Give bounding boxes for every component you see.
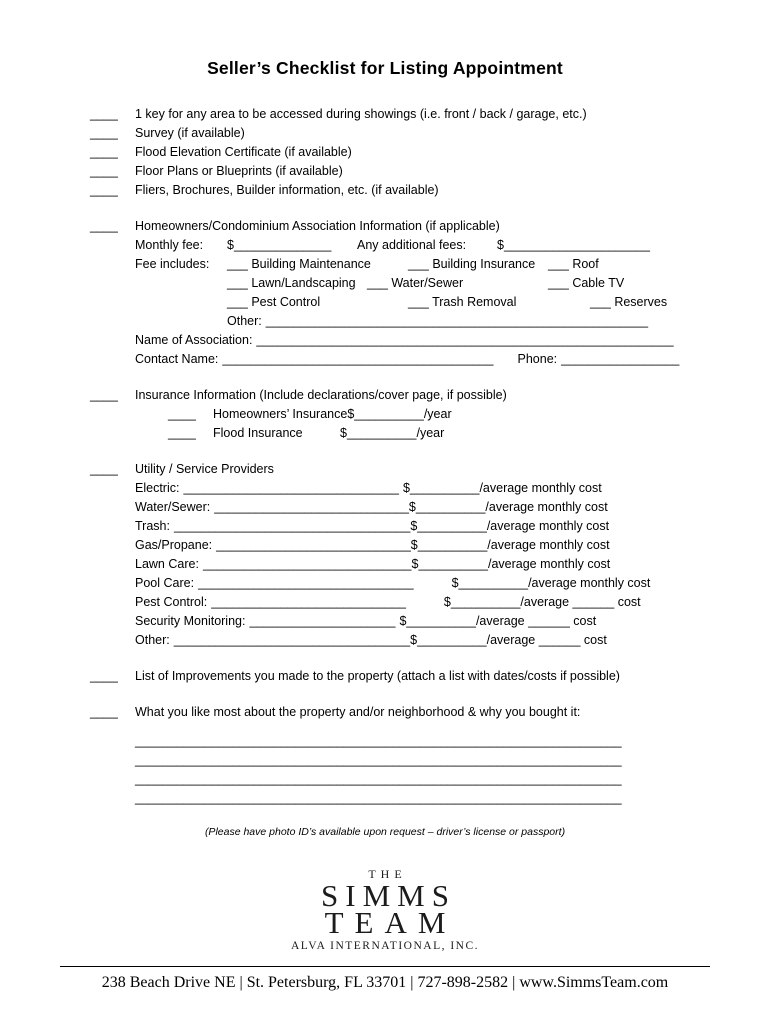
fee-option[interactable]: ___ Water/Sewer xyxy=(367,276,464,290)
utility-label: Pest Control: xyxy=(135,595,208,609)
utility-amount-blank[interactable]: $__________ xyxy=(402,481,480,495)
insurance-row xyxy=(60,424,710,443)
fee-includes-label: Fee includes: xyxy=(135,257,210,271)
check-blank[interactable]: ____ xyxy=(90,183,118,197)
utility-label: Water/Sewer: xyxy=(135,500,211,514)
photo-id-note: (Please have photo ID’s available upon request – driver’s license or passport) xyxy=(204,826,566,838)
hoa-heading-row xyxy=(60,217,710,236)
fee-option[interactable]: ___ Reserves xyxy=(590,295,668,309)
utilities-heading: Utility / Service Providers xyxy=(135,462,274,476)
checklist-item xyxy=(60,162,710,181)
fee-includes-row xyxy=(60,255,710,274)
utility-row xyxy=(60,498,710,517)
monthly-fee-row xyxy=(60,236,710,255)
utility-suffix: /average monthly cost xyxy=(528,576,651,590)
association-row xyxy=(60,331,710,350)
contact-name-blank[interactable]: _______________________________________ xyxy=(222,352,494,366)
insurance-unit: /year xyxy=(423,407,452,421)
phone-blank[interactable]: _________________ xyxy=(561,352,680,366)
utilities-section xyxy=(60,460,710,650)
association-name-blank[interactable]: ____________________________________________________________ xyxy=(256,333,674,347)
hoa-section xyxy=(60,217,710,369)
insurance-name: Homeowners’ Insurance xyxy=(213,407,348,421)
check-blank[interactable]: ____ xyxy=(90,126,118,140)
fee-option[interactable]: ___ Cable TV xyxy=(548,276,625,290)
utility-label: Trash: xyxy=(135,519,170,533)
utility-provider-blank[interactable]: _______________________________ xyxy=(198,576,414,590)
monthly-fee-label: Monthly fee: xyxy=(135,238,204,252)
contact-row xyxy=(60,350,710,369)
check-blank[interactable]: ____ xyxy=(90,705,118,719)
improvements-label: List of Improvements you made to the property (attach a list with dates/costs if possible) xyxy=(135,669,620,683)
top-checklist xyxy=(60,105,710,200)
insurance-section xyxy=(60,386,710,443)
utility-amount-blank[interactable]: $__________ xyxy=(443,595,521,609)
utility-amount-blank[interactable]: $__________ xyxy=(451,576,529,590)
answer-line[interactable]: ______________________________________________________________________ xyxy=(135,753,622,767)
utility-suffix: /average ______ cost xyxy=(520,595,641,609)
logo-simms: SIMMS xyxy=(321,878,456,913)
page-title: Seller’s Checklist for Listing Appointment xyxy=(207,58,563,78)
fee-option[interactable]: ___ Pest Control xyxy=(227,295,321,309)
additional-fees-blank[interactable]: $_____________________ xyxy=(497,238,650,252)
fee-other-blank[interactable]: _______________________________________________________ xyxy=(265,314,649,328)
utility-provider-blank[interactable]: ______________________________ xyxy=(202,557,412,571)
utility-provider-blank[interactable]: ____________________________ xyxy=(211,595,406,609)
utilities-heading-row xyxy=(60,460,710,479)
fee-other-label: Other: xyxy=(227,314,262,328)
utility-provider-blank[interactable]: ____________________________ xyxy=(214,500,409,514)
utility-row xyxy=(60,593,710,612)
utility-label: Pool Care: xyxy=(135,576,195,590)
utility-provider-blank[interactable]: __________________________________ xyxy=(173,519,411,533)
fee-includes-row xyxy=(60,274,710,293)
answer-line[interactable]: ______________________________________________________________________ xyxy=(135,772,622,786)
insurance-row xyxy=(60,405,710,424)
utility-amount-blank[interactable]: $__________ xyxy=(408,500,486,514)
utility-row xyxy=(60,536,710,555)
check-blank[interactable]: ____ xyxy=(90,388,118,402)
check-blank[interactable]: ____ xyxy=(90,219,118,233)
utility-label: Lawn Care: xyxy=(135,557,199,571)
monthly-fee-blank[interactable]: $______________ xyxy=(227,238,332,252)
improvements-section xyxy=(60,667,710,686)
utility-row xyxy=(60,555,710,574)
checklist-item-label: Floor Plans or Blueprints (if available) xyxy=(135,164,343,178)
insurance-heading-row xyxy=(60,386,710,405)
check-blank[interactable]: ____ xyxy=(90,669,118,683)
logo-subtitle: ALVA INTERNATIONAL, INC. xyxy=(290,940,480,952)
utility-row xyxy=(60,612,710,631)
utility-provider-blank[interactable]: _____________________ xyxy=(249,614,396,628)
utility-row xyxy=(60,574,710,593)
answer-line[interactable]: ______________________________________________________________________ xyxy=(135,791,622,805)
utility-label: Security Monitoring: xyxy=(135,614,246,628)
utility-suffix: /average monthly cost xyxy=(487,557,611,571)
check-blank[interactable]: ____ xyxy=(90,462,118,476)
check-blank[interactable]: ____ xyxy=(90,107,118,121)
utility-amount-blank[interactable]: $__________ xyxy=(410,633,487,647)
answer-line[interactable]: ______________________________________________________________________ xyxy=(135,734,622,748)
insurance-heading: Insurance Information (Include declarations/cover page, if possible) xyxy=(135,388,507,402)
contact-name-label: Contact Name: xyxy=(135,352,219,366)
utility-suffix: /average ______ cost xyxy=(475,614,597,628)
utility-amount-blank[interactable]: $__________ xyxy=(399,614,476,628)
utility-suffix: /average monthly cost xyxy=(479,481,602,495)
like-most-heading-row xyxy=(60,703,710,722)
improvements-row xyxy=(60,667,710,686)
logo-team: TEAM xyxy=(324,905,457,940)
checklist-item xyxy=(60,124,710,143)
additional-fees-label: Any additional fees: xyxy=(357,238,467,252)
fee-includes-row xyxy=(60,293,710,312)
insurance-amount-blank[interactable]: $__________ xyxy=(340,426,417,440)
utility-row xyxy=(60,479,710,498)
utility-provider-blank[interactable]: _______________________________ xyxy=(183,481,399,495)
fee-option[interactable]: ___ Building Insurance xyxy=(408,257,536,271)
utility-amount-blank[interactable]: $__________ xyxy=(410,538,488,552)
checklist-item-label: Survey (if available) xyxy=(135,126,245,140)
like-most-section xyxy=(60,703,710,808)
utility-label: Electric: xyxy=(135,481,180,495)
utility-provider-blank[interactable]: __________________________________ xyxy=(173,633,411,647)
utility-suffix: /average monthly cost xyxy=(486,519,610,533)
phone-label: Phone: xyxy=(517,352,558,366)
insurance-amount-blank[interactable]: $__________ xyxy=(347,407,424,421)
utility-amount-blank[interactable]: $__________ xyxy=(411,557,488,571)
utility-row xyxy=(60,517,710,536)
checklist-item-label: Fliers, Brochures, Builder information, etc. (if available) xyxy=(135,183,439,197)
utility-amount-blank[interactable]: $__________ xyxy=(410,519,487,533)
footer-divider xyxy=(60,966,710,967)
check-blank[interactable]: ____ xyxy=(90,145,118,159)
fee-other-row xyxy=(60,312,710,331)
checklist-item xyxy=(60,105,710,124)
utility-label: Other: xyxy=(135,633,170,647)
utility-suffix: /average ______ cost xyxy=(486,633,607,647)
utility-label: Gas/Propane: xyxy=(135,538,213,552)
utility-suffix: /average monthly cost xyxy=(485,500,608,514)
hoa-heading: Homeowners/Condominium Association Information (if applicable) xyxy=(135,219,500,233)
fee-option[interactable]: ___ Lawn/Landscaping xyxy=(227,276,356,290)
like-most-heading: What you like most about the property and/or neighborhood & why you bought it: xyxy=(135,705,581,719)
utility-provider-blank[interactable]: ____________________________ xyxy=(216,538,411,552)
fee-option[interactable]: ___ Roof xyxy=(548,257,599,271)
insurance-unit: /year xyxy=(416,426,445,440)
association-label: Name of Association: xyxy=(135,333,253,347)
footer-contact-info: 238 Beach Drive NE | St. Petersburg, FL 33701 | 727-898-2582 | www.SimmsTeam.com xyxy=(101,974,669,991)
insurance-name: Flood Insurance xyxy=(213,426,303,440)
logo-the: THE xyxy=(368,867,407,881)
fee-option[interactable]: ___ Building Maintenance xyxy=(227,257,371,271)
checklist-item-label: 1 key for any area to be accessed during showings (i.e. front / back / garage, etc.) xyxy=(135,107,587,121)
insurance-check-blank[interactable]: ____ xyxy=(168,426,196,440)
simms-team-logo xyxy=(60,867,710,953)
checklist-item-label: Flood Elevation Certificate (if available) xyxy=(135,145,352,159)
utility-row xyxy=(60,631,710,650)
insurance-check-blank[interactable]: ____ xyxy=(168,407,196,421)
fee-option[interactable]: ___ Trash Removal xyxy=(408,295,517,309)
checklist-item xyxy=(60,181,710,200)
checklist-item xyxy=(60,143,710,162)
check-blank[interactable]: ____ xyxy=(90,164,118,178)
utility-suffix: /average monthly cost xyxy=(487,538,610,552)
